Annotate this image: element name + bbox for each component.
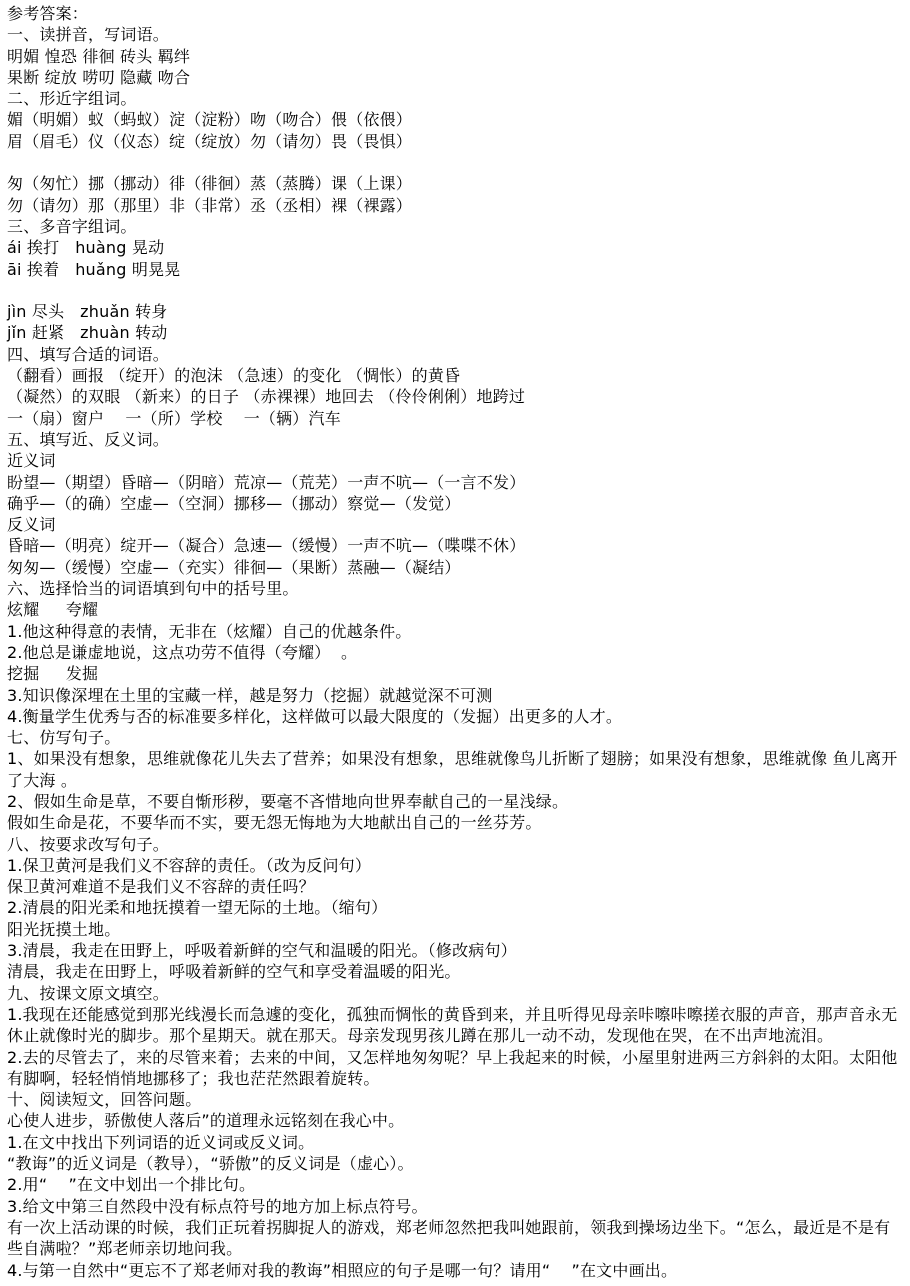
answer-line: （凝然）的双眼 （新来）的日子 （赤裸裸）地回去 （伶伶俐俐）地跨过: [7, 387, 526, 407]
blank-line: [7, 152, 906, 173]
answer-line: 4.与第一自然中“更忘不了郑老师对我的教诲”相照应的句子是哪一句？请用“ ”在文中画出。: [7, 1260, 678, 1280]
answer-line: jìn 尽头 zhuǎn 转身: [7, 302, 168, 322]
answer-line: ái 挨打 huàng 晃动: [7, 238, 165, 258]
answer-line: 3.给文中第三自然段中没有标点符号的地方加上标点符号。: [7, 1196, 428, 1216]
answer-line: 盼望—（期望）昏暗—（阴暗）荒凉—（荒芜）一声不吭—（一言不发）: [7, 472, 526, 492]
answer-line: 心使人进步，骄傲使人落后”的道理永远铭刻在我心中。: [7, 1111, 405, 1131]
answer-line: 2.用“ ”在文中划出一个排比句。: [7, 1175, 256, 1195]
blank-line: [7, 280, 906, 301]
word-pair: 挖掘 发掘: [7, 664, 99, 684]
answer-paragraph: 1.我现在还能感觉到那光线漫长而急遽的变化，孤独而惆怅的黄昏到来，并且听得见母亲咔嚓咔嚓搓衣服的声音，那声音永无休止就像时光的脚步。那个星期天。就在那天。母亲发现男孩儿蹲在那儿一动不动，发现他在哭，在不出声地流泪。: [7, 1004, 898, 1046]
answer-line: jǐn 赶紧 zhuàn 转动: [7, 323, 168, 343]
answer-line: 3.知识像深埋在土里的宝藏一样，越是努力（挖掘）就越觉深不可测: [7, 685, 493, 705]
answer-line: 保卫黄河难道不是我们义不容辞的责任吗？: [7, 877, 315, 897]
answer-line: 匆匆—（缓慢）空虚—（充实）徘徊—（果断）蒸融—（凝结）: [7, 557, 461, 577]
answer-line: 1.在文中找出下列词语的近义词或反义词。: [7, 1132, 315, 1152]
word-pair: 炫耀 夸耀: [7, 600, 99, 620]
answer-paragraph: 2.去的尽管去了，来的尽管来着；去来的中间，又怎样地匆匆呢？早上我起来的时候，小屋里射进两三方斜斜的太阳。太阳他有脚啊，轻轻悄悄地挪移了；我也茫茫然跟着旋转。: [7, 1047, 898, 1088]
answer-document: [7, 3, 906, 1281]
doc-title: 参考答案：: [7, 4, 89, 23]
section-heading: 五、填写近、反义词。: [7, 429, 170, 449]
answer-line: 确乎—（的确）空虚—（空洞）挪移—（挪动）察觉—（发觉）: [7, 493, 461, 513]
section-heading: 六、选择恰当的词语填到句中的括号里。: [7, 579, 299, 599]
answer-line: 果断 绽放 唠叨 隐藏 吻合: [7, 67, 191, 87]
answer-paragraph: 有一次上活动课的时候，我们正玩着拐脚捉人的游戏，郑老师忽然把我叫她跟前，领我到操场边坐下。“怎么，最近是不是有些自满啦？”郑老师亲切地问我。: [7, 1217, 891, 1259]
answer-paragraph: 1、如果没有想象，思维就像花儿失去了营养；如果没有想象，思维就像鸟儿折断了翅膀；如果没有想象，思维就像 鱼儿离开了大海 。: [7, 749, 898, 790]
answer-line: 一（扇）窗户 一（所）学校 一（辆）汽车: [7, 408, 341, 428]
answer-line: （翻看）画报 （绽开）的泡沫 （急速）的变化 （惆怅）的黄昏: [7, 366, 461, 386]
answer-line: 假如生命是花，不要华而不实，要无怨无悔地为大地献出自己的一丝芬芳。: [7, 813, 542, 833]
answer-line: 媚（明媚）蚁（蚂蚁）淀（淀粉）吻（吻合）偎（依偎）: [7, 110, 413, 130]
subheading: 近义词: [7, 451, 56, 471]
answer-line: 勿（请勿）那（那里）非（非常）丞（丞相）裸（裸露）: [7, 195, 413, 215]
answer-line: 1.保卫黄河是我们义不容辞的责任。（改为反问句）: [7, 855, 372, 875]
section-heading: 一、读拼音，写词语。: [7, 25, 170, 45]
answer-line: 2.清晨的阳光柔和地抚摸着一望无际的土地。（缩句）: [7, 898, 388, 918]
answer-line: 阳光抚摸土地。: [7, 919, 121, 939]
subheading: 反义词: [7, 515, 56, 535]
section-heading: 八、按要求改写句子。: [7, 834, 170, 854]
section-heading: 七、仿写句子。: [7, 728, 121, 748]
answer-line: 匆（匆忙）挪（挪动）徘（徘徊）蒸（蒸腾）课（上课）: [7, 174, 413, 194]
answer-line: 明媚 惶恐 徘徊 砖头 羁绊: [7, 46, 191, 66]
section-heading: 四、填写合适的词语。: [7, 344, 170, 364]
section-heading: 二、形近字组词。: [7, 89, 137, 109]
answer-line: 2.他总是谦虚地说，这点功劳不值得（夸耀） 。: [7, 642, 358, 662]
answer-line: 3.清晨，我走在田野上，呼吸着新鲜的空气和温暖的阳光。（修改病句）: [7, 941, 517, 961]
answer-line: 清晨，我走在田野上，呼吸着新鲜的空气和享受着温暖的阳光。: [7, 962, 461, 982]
section-heading: 十、阅读短文，回答问题。: [7, 1090, 202, 1110]
section-heading: 九、按课文原文填空。: [7, 983, 170, 1003]
answer-line: 1.他这种得意的表情，无非在（炫耀）自己的优越条件。: [7, 621, 412, 641]
section-heading: 三、多音字组词。: [7, 216, 137, 236]
answer-line: 2、假如生命是草，不要自惭形秽，要毫不吝惜地向世界奉献自己的一星浅绿。: [7, 791, 569, 811]
answer-line: 昏暗—（明亮）绽开—（凝合）急速—（缓慢）一声不吭—（喋喋不休）: [7, 536, 526, 556]
answer-line: āi 挨着 huǎng 明晃晃: [7, 259, 181, 279]
answer-line: “教诲”的近义词是（教导），“骄傲”的反义词是（虚心）。: [7, 1154, 414, 1174]
answer-line: 眉（眉毛）仪（仪态）绽（绽放）勿（请勿）畏（畏惧）: [7, 131, 413, 151]
answer-line: 4.衡量学生优秀与否的标准要多样化，这样做可以最大限度的（发掘）出更多的人才。: [7, 706, 623, 726]
